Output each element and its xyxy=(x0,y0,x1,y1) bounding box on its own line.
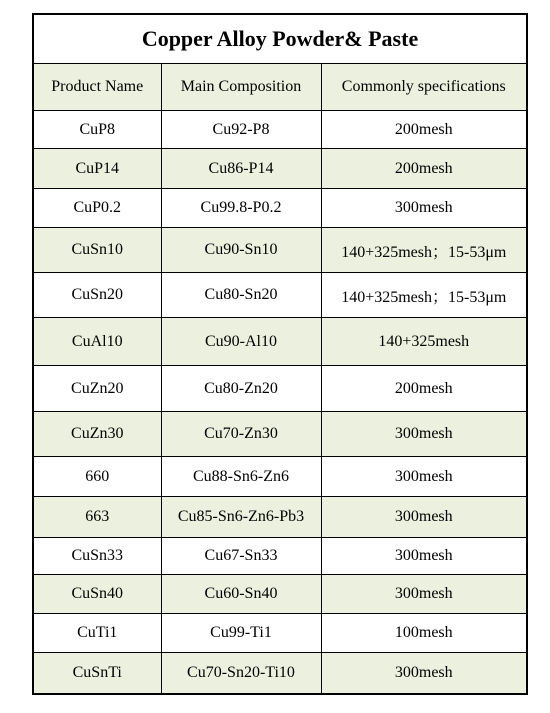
product-name-cell: CuZn20 xyxy=(33,366,161,412)
header-main-composition: Main Composition xyxy=(161,64,321,111)
table-row xyxy=(33,497,527,538)
composition-cell: Cu99.8-P0.2 xyxy=(161,189,321,228)
table-row xyxy=(33,366,527,412)
composition-cell: Cu70-Sn20-Ti10 xyxy=(161,653,321,694)
composition-cell: Cu85-Sn6-Zn6-Pb3 xyxy=(161,497,321,538)
product-name-cell: CuSn20 xyxy=(33,273,161,318)
specification-cell: 140+325mesh；15-53μm xyxy=(321,228,527,273)
table-row xyxy=(33,111,527,149)
product-name-cell: 660 xyxy=(33,457,161,497)
composition-cell: Cu99-Ti1 xyxy=(161,614,321,653)
specification-cell: 100mesh xyxy=(321,614,527,653)
product-name-cell: CuTi1 xyxy=(33,614,161,653)
composition-cell: Cu60-Sn40 xyxy=(161,575,321,614)
table-row xyxy=(33,228,527,273)
composition-cell: Cu67-Sn33 xyxy=(161,538,321,575)
composition-cell: Cu80-Sn20 xyxy=(161,273,321,318)
product-name-cell: CuP14 xyxy=(33,149,161,189)
table-row xyxy=(33,457,527,497)
specification-cell: 300mesh xyxy=(321,497,527,538)
table-row xyxy=(33,149,527,189)
specification-cell: 300mesh xyxy=(321,538,527,575)
table-row xyxy=(33,318,527,366)
composition-cell: Cu86-P14 xyxy=(161,149,321,189)
header-row xyxy=(33,64,527,111)
specification-cell: 300mesh xyxy=(321,189,527,228)
table-row xyxy=(33,538,527,575)
table-title: Copper Alloy Powder& Paste xyxy=(33,14,527,64)
product-name-cell: CuAl10 xyxy=(33,318,161,366)
specification-cell: 300mesh xyxy=(321,412,527,457)
table-row xyxy=(33,189,527,228)
header-product-name: Product Name xyxy=(33,64,161,111)
product-name-cell: CuZn30 xyxy=(33,412,161,457)
composition-cell: Cu90-Sn10 xyxy=(161,228,321,273)
product-name-cell: CuSnTi xyxy=(33,653,161,694)
specification-cell: 140+325mesh；15-53μm xyxy=(321,273,527,318)
table-row xyxy=(33,412,527,457)
product-name-cell: 663 xyxy=(33,497,161,538)
composition-cell: Cu92-P8 xyxy=(161,111,321,149)
product-name-cell: CuP8 xyxy=(33,111,161,149)
table-row xyxy=(33,575,527,614)
product-name-cell: CuP0.2 xyxy=(33,189,161,228)
product-name-cell: CuSn40 xyxy=(33,575,161,614)
composition-cell: Cu80-Zn20 xyxy=(161,366,321,412)
composition-cell: Cu70-Zn30 xyxy=(161,412,321,457)
product-name-cell: CuSn10 xyxy=(33,228,161,273)
specification-cell: 200mesh xyxy=(321,149,527,189)
table-row xyxy=(33,273,527,318)
specification-cell: 300mesh xyxy=(321,575,527,614)
table-row xyxy=(33,614,527,653)
product-name-cell: CuSn33 xyxy=(33,538,161,575)
alloy-table xyxy=(32,13,528,695)
specification-cell: 200mesh xyxy=(321,366,527,412)
composition-cell: Cu90-Al10 xyxy=(161,318,321,366)
specification-cell: 300mesh xyxy=(321,457,527,497)
specification-cell: 140+325mesh xyxy=(321,318,527,366)
specification-cell: 200mesh xyxy=(321,111,527,149)
specification-cell: 300mesh xyxy=(321,653,527,694)
composition-cell: Cu88-Sn6-Zn6 xyxy=(161,457,321,497)
table-row xyxy=(33,653,527,694)
header-specifications: Commonly specifications xyxy=(321,64,527,111)
